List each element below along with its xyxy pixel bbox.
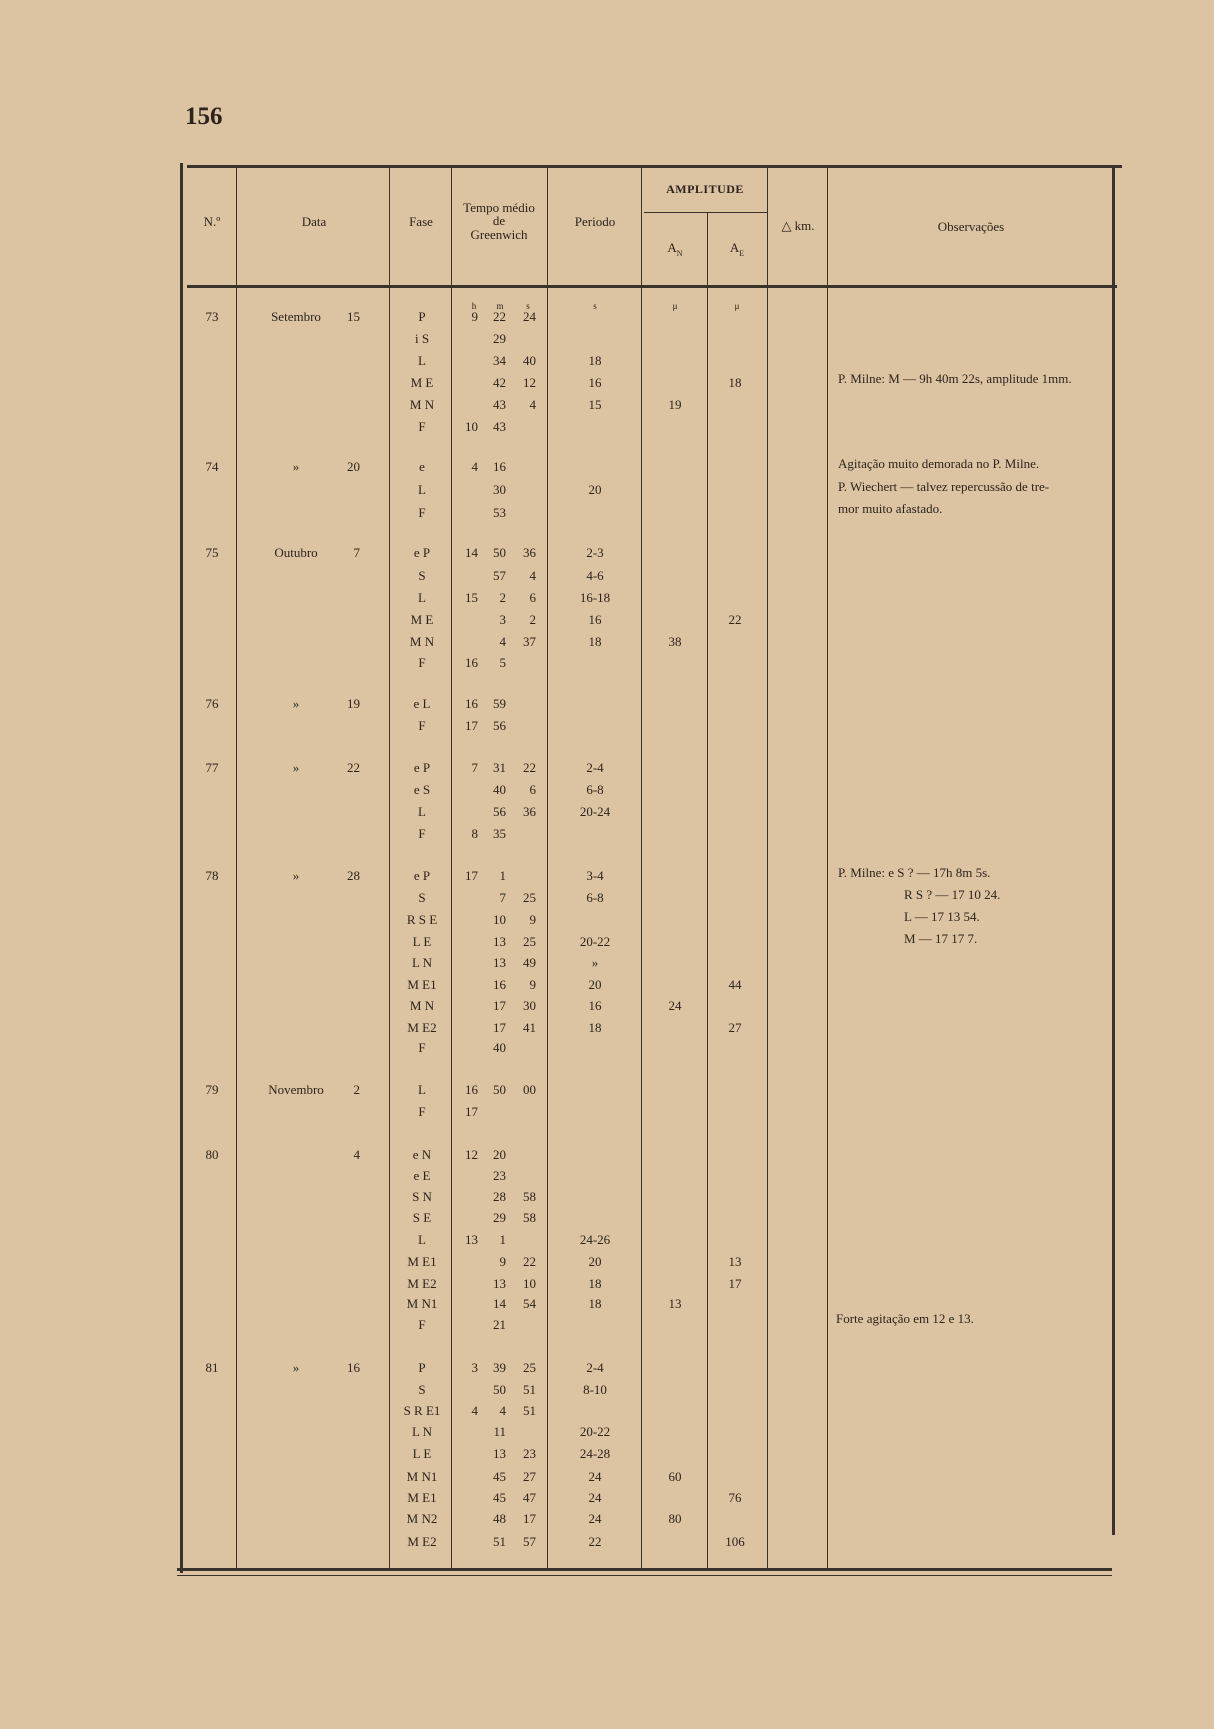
amplitude-divider xyxy=(644,212,768,213)
cell-fase: F xyxy=(418,826,426,841)
cell-per: 20 xyxy=(588,977,602,992)
cell-fase: M E2 xyxy=(407,1276,437,1291)
cell-ae: 27 xyxy=(728,1020,742,1035)
cell-fase: e N xyxy=(412,1147,432,1162)
observation-line: R S ? — 17 10 24. xyxy=(904,887,1001,902)
cell-m: 56 xyxy=(493,804,506,819)
col-divider-no xyxy=(236,165,237,1570)
cell-month: Novembro xyxy=(268,1082,324,1097)
cell-no: 78 xyxy=(205,868,219,883)
cell-m: 53 xyxy=(493,505,506,520)
cell-h: 15 xyxy=(465,590,478,605)
cell-s: 57 xyxy=(523,1534,536,1549)
cell-an: 38 xyxy=(668,634,682,649)
cell-s: 25 xyxy=(523,890,536,905)
cell-m: 45 xyxy=(493,1490,506,1505)
observation-line: mor muito afastado. xyxy=(838,501,943,516)
cell-fase: e P xyxy=(413,868,431,883)
header-an-letter: A xyxy=(667,240,677,255)
cell-ae: 17 xyxy=(728,1276,742,1291)
cell-s: 4 xyxy=(529,568,536,583)
cell-fase: F xyxy=(418,655,426,670)
cell-m: 50 xyxy=(493,1382,506,1397)
cell-fase: M N xyxy=(409,998,435,1013)
col-divider-periodo xyxy=(641,165,642,1570)
cell-per: 20 xyxy=(588,1254,602,1269)
cell-fase: F xyxy=(418,1104,426,1119)
cell-per: 3-4 xyxy=(586,868,604,883)
cell-no: 73 xyxy=(205,309,219,324)
cell-per: 18 xyxy=(588,1020,602,1035)
cell-m: 48 xyxy=(493,1511,506,1526)
cell-per: 24-26 xyxy=(579,1232,611,1247)
cell-per: » xyxy=(591,955,599,970)
cell-s: 47 xyxy=(523,1490,536,1505)
cell-s: 12 xyxy=(523,375,536,390)
cell-fase: M N xyxy=(409,397,435,412)
header-an xyxy=(660,240,690,256)
cell-h: 14 xyxy=(465,545,478,560)
cell-fase: S xyxy=(418,890,426,905)
cell-m: 5 xyxy=(499,655,506,670)
observation-line: P. Milne: e S ? — 17h 8m 5s. xyxy=(838,865,991,880)
cell-s: 36 xyxy=(523,545,536,560)
header-periodo: Periodo xyxy=(574,214,616,229)
cell-m: 51 xyxy=(493,1534,506,1549)
cell-fase: L N xyxy=(411,955,433,970)
table-top-border xyxy=(187,165,1122,168)
cell-s: 25 xyxy=(523,1360,536,1375)
cell-s: 51 xyxy=(523,1382,536,1397)
cell-h: 8 xyxy=(471,826,478,841)
cell-m: 39 xyxy=(493,1360,506,1375)
header-ae-sub: E xyxy=(739,249,745,258)
cell-no: 79 xyxy=(205,1082,219,1097)
cell-an: 60 xyxy=(668,1469,682,1484)
cell-m: 2 xyxy=(499,590,506,605)
cell-s: 25 xyxy=(523,934,536,949)
cell-fase: F xyxy=(418,1040,426,1055)
cell-month: » xyxy=(292,1360,300,1375)
cell-m: 14 xyxy=(493,1296,506,1311)
cell-s: 30 xyxy=(523,998,536,1013)
cell-no: 74 xyxy=(205,459,219,474)
cell-m: 16 xyxy=(493,977,506,992)
cell-s: 2 xyxy=(529,612,536,627)
cell-ae: 44 xyxy=(728,977,742,992)
cell-per: 18 xyxy=(588,634,602,649)
cell-m: 42 xyxy=(493,375,506,390)
cell-per: 24 xyxy=(588,1511,602,1526)
header-ae-letter: A xyxy=(729,240,740,255)
col-divider-ae xyxy=(767,165,768,1570)
cell-per: 18 xyxy=(588,1296,602,1311)
cell-per: 16 xyxy=(588,612,602,627)
cell-day: 7 xyxy=(353,545,360,560)
cell-s: 58 xyxy=(523,1210,536,1225)
header-data: Data xyxy=(301,214,327,229)
cell-fase: R S E xyxy=(406,912,438,927)
header-ae xyxy=(722,240,752,256)
cell-fase: e P xyxy=(413,545,431,560)
cell-m: 9 xyxy=(499,1254,506,1269)
cell-per: 2-4 xyxy=(586,1360,604,1375)
cell-m: 29 xyxy=(493,1210,506,1225)
cell-m: 4 xyxy=(499,1403,506,1418)
cell-no: 76 xyxy=(205,696,219,711)
header-km: △ km. xyxy=(781,218,815,233)
cell-m: 30 xyxy=(493,482,506,497)
unit-period-s: s xyxy=(593,301,597,311)
cell-s: 9 xyxy=(529,977,536,992)
cell-no: 80 xyxy=(205,1147,219,1162)
cell-month: » xyxy=(292,696,300,711)
cell-per: 20-24 xyxy=(579,804,611,819)
cell-fase: M N xyxy=(409,634,435,649)
cell-fase: M E2 xyxy=(407,1534,437,1549)
cell-fase: M E2 xyxy=(407,1020,437,1035)
cell-month: Outubro xyxy=(274,545,318,560)
cell-h: 10 xyxy=(465,419,478,434)
cell-per: 24-28 xyxy=(579,1446,611,1461)
cell-m: 7 xyxy=(499,890,506,905)
col-divider-tempo xyxy=(547,165,548,1570)
cell-ae: 18 xyxy=(728,375,742,390)
table-bottom-border xyxy=(177,1568,1112,1571)
cell-s: 24 xyxy=(523,309,536,324)
cell-s: 17 xyxy=(523,1511,536,1526)
cell-fase: i S xyxy=(414,331,430,346)
cell-fase: F xyxy=(418,718,426,733)
cell-per: 16 xyxy=(588,375,602,390)
cell-m: 23 xyxy=(493,1168,506,1183)
cell-ae: 106 xyxy=(725,1534,745,1549)
cell-h: 17 xyxy=(465,868,478,883)
cell-m: 45 xyxy=(493,1469,506,1484)
observation-line: Forte agitação em 12 e 13. xyxy=(836,1311,974,1326)
cell-m: 10 xyxy=(493,912,506,927)
cell-h: 17 xyxy=(465,718,478,733)
cell-s: 9 xyxy=(529,912,536,927)
header-observacoes: Observações xyxy=(937,219,1005,234)
header-amplitude: AMPLITUDE xyxy=(666,182,744,196)
cell-day: 19 xyxy=(347,696,360,711)
header-an-sub: N xyxy=(676,249,683,258)
cell-s: 37 xyxy=(523,634,536,649)
cell-m: 13 xyxy=(493,1446,506,1461)
cell-m: 56 xyxy=(493,718,506,733)
cell-per: 24 xyxy=(588,1490,602,1505)
cell-m: 59 xyxy=(493,696,506,711)
cell-m: 31 xyxy=(493,760,506,775)
col-divider-data xyxy=(389,165,390,1570)
cell-day: 4 xyxy=(353,1147,360,1162)
cell-s: 6 xyxy=(529,782,536,797)
cell-per: 22 xyxy=(588,1534,602,1549)
cell-fase: S xyxy=(418,1382,426,1397)
header-no: N.º xyxy=(203,214,221,229)
cell-per: 16-18 xyxy=(579,590,611,605)
cell-per: 20 xyxy=(588,482,602,497)
cell-s: 51 xyxy=(523,1403,536,1418)
cell-fase: M N2 xyxy=(406,1511,438,1526)
cell-per: 8-10 xyxy=(583,1382,607,1397)
cell-m: 40 xyxy=(493,782,506,797)
cell-fase: M N1 xyxy=(406,1296,438,1311)
cell-fase: F xyxy=(418,1317,426,1332)
cell-m: 1 xyxy=(499,868,506,883)
cell-no: 75 xyxy=(205,545,219,560)
cell-h: 3 xyxy=(471,1360,478,1375)
cell-an: 19 xyxy=(668,397,682,412)
col-divider-an xyxy=(707,212,708,1570)
cell-s: 22 xyxy=(523,760,536,775)
cell-ae: 22 xyxy=(728,612,742,627)
header-tempo-line3: Greenwich xyxy=(470,227,528,242)
cell-fase: L xyxy=(418,590,426,605)
cell-fase: S E xyxy=(412,1210,432,1225)
cell-per: 15 xyxy=(588,397,602,412)
cell-s: 10 xyxy=(523,1276,536,1291)
unit-mu-e: μ xyxy=(734,301,740,311)
table-right-border xyxy=(1112,165,1115,1535)
cell-ae: 13 xyxy=(728,1254,742,1269)
unit-h: h xyxy=(471,301,477,311)
cell-m: 28 xyxy=(493,1189,506,1204)
header-tempo-line1: Tempo médio xyxy=(463,200,535,215)
cell-per: 20-22 xyxy=(579,1424,611,1439)
cell-fase: e P xyxy=(413,760,431,775)
cell-s: 22 xyxy=(523,1254,536,1269)
cell-m: 34 xyxy=(493,353,506,368)
cell-m: 40 xyxy=(493,1040,506,1055)
observation-line: L — 17 13 54. xyxy=(904,909,980,924)
cell-m: 50 xyxy=(493,1082,506,1097)
cell-fase: e S xyxy=(413,782,431,797)
cell-fase: S N xyxy=(412,1189,432,1204)
cell-m: 4 xyxy=(499,634,506,649)
cell-m: 17 xyxy=(493,998,506,1013)
cell-fase: M N1 xyxy=(406,1469,438,1484)
unit-s: s xyxy=(526,301,530,311)
cell-per: 18 xyxy=(588,1276,602,1291)
cell-month: » xyxy=(292,459,300,474)
cell-m: 57 xyxy=(493,568,506,583)
cell-fase: L xyxy=(418,1232,426,1247)
cell-fase: M E1 xyxy=(407,1490,437,1505)
cell-day: 22 xyxy=(347,760,360,775)
cell-m: 13 xyxy=(493,955,506,970)
cell-day: 15 xyxy=(347,309,360,324)
table-header-divider xyxy=(187,285,1117,288)
cell-per: 2-3 xyxy=(586,545,604,560)
cell-s: 54 xyxy=(523,1296,536,1311)
cell-fase: S xyxy=(418,568,426,583)
cell-m: 11 xyxy=(493,1424,506,1439)
cell-month: » xyxy=(292,868,300,883)
cell-fase: P xyxy=(418,1360,426,1375)
cell-per: 6-8 xyxy=(586,782,604,797)
cell-an: 80 xyxy=(668,1511,682,1526)
cell-m: 3 xyxy=(499,612,506,627)
cell-fase: L xyxy=(418,482,426,497)
cell-fase: e E xyxy=(413,1168,431,1183)
header-tempo-line2: de xyxy=(492,213,506,228)
observation-line: P. Milne: M — 9h 40m 22s, amplitude 1mm. xyxy=(838,371,1072,386)
cell-an: 24 xyxy=(668,998,682,1013)
cell-fase: L E xyxy=(412,1446,432,1461)
cell-m: 35 xyxy=(493,826,506,841)
cell-fase: e L xyxy=(413,696,431,711)
cell-fase: L N xyxy=(411,1424,433,1439)
cell-month: Setembro xyxy=(271,309,321,324)
cell-m: 22 xyxy=(493,309,506,324)
cell-h: 4 xyxy=(471,1403,478,1418)
cell-h: 16 xyxy=(465,1082,478,1097)
cell-fase: M E xyxy=(410,612,434,627)
cell-h: 4 xyxy=(471,459,478,474)
unit-m: m xyxy=(496,301,504,311)
cell-no: 77 xyxy=(205,760,219,775)
cell-h: 17 xyxy=(465,1104,478,1119)
cell-m: 43 xyxy=(493,419,506,434)
page-number: 156 xyxy=(185,103,223,130)
cell-per: 4-6 xyxy=(586,568,604,583)
cell-s: 58 xyxy=(523,1189,536,1204)
cell-fase: M E xyxy=(410,375,434,390)
cell-fase: F xyxy=(418,505,426,520)
cell-fase: M E1 xyxy=(407,1254,437,1269)
cell-fase: L xyxy=(418,353,426,368)
cell-fase: P xyxy=(418,309,426,324)
col-divider-km xyxy=(827,165,828,1570)
cell-m: 20 xyxy=(493,1147,506,1162)
cell-s: 41 xyxy=(523,1020,536,1035)
cell-fase: L E xyxy=(412,934,432,949)
observation-line: M — 17 17 7. xyxy=(904,931,978,946)
cell-per: 2-4 xyxy=(586,760,604,775)
cell-day: 16 xyxy=(347,1360,360,1375)
header-fase: Fase xyxy=(409,214,433,229)
cell-day: 20 xyxy=(347,459,360,474)
cell-m: 1 xyxy=(499,1232,506,1247)
cell-s: 40 xyxy=(523,353,536,368)
cell-per: 24 xyxy=(588,1469,602,1484)
cell-m: 13 xyxy=(493,934,506,949)
cell-h: 16 xyxy=(465,696,478,711)
cell-fase: e xyxy=(419,459,425,474)
unit-mu-n: μ xyxy=(672,301,678,311)
table-bottom-border-2 xyxy=(177,1575,1112,1576)
cell-m: 50 xyxy=(493,545,506,560)
cell-day: 28 xyxy=(347,868,360,883)
cell-m: 16 xyxy=(493,459,506,474)
cell-s: 23 xyxy=(523,1446,536,1461)
cell-an: 13 xyxy=(668,1296,682,1311)
cell-m: 21 xyxy=(493,1317,506,1332)
cell-h: 16 xyxy=(465,655,478,670)
cell-fase: S R E1 xyxy=(403,1403,441,1418)
col-divider-fase xyxy=(451,165,452,1570)
cell-fase: F xyxy=(418,419,426,434)
cell-s: 27 xyxy=(523,1469,536,1484)
cell-ae: 76 xyxy=(728,1490,742,1505)
cell-s: 49 xyxy=(523,955,536,970)
table-left-border xyxy=(180,163,183,1573)
cell-per: 20-22 xyxy=(579,934,611,949)
cell-fase: L xyxy=(418,804,426,819)
cell-m: 13 xyxy=(493,1276,506,1291)
cell-s: 36 xyxy=(523,804,536,819)
cell-s: 4 xyxy=(529,397,536,412)
cell-m: 17 xyxy=(493,1020,506,1035)
cell-fase: L xyxy=(418,1082,426,1097)
cell-h: 13 xyxy=(465,1232,478,1247)
cell-fase: M E1 xyxy=(407,977,437,992)
cell-month: » xyxy=(292,760,300,775)
cell-no: 81 xyxy=(205,1360,219,1375)
cell-per: 6-8 xyxy=(586,890,604,905)
cell-h: 12 xyxy=(465,1147,478,1162)
cell-per: 16 xyxy=(588,998,602,1013)
cell-s: 6 xyxy=(529,590,536,605)
cell-h: 9 xyxy=(471,309,478,324)
cell-m: 43 xyxy=(493,397,506,412)
observation-line: Agitação muito demorada no P. Milne. xyxy=(838,456,1040,471)
cell-per: 18 xyxy=(588,353,602,368)
cell-s: 00 xyxy=(523,1082,536,1097)
cell-h: 7 xyxy=(471,760,478,775)
observation-line: P. Wiechert — talvez repercussão de tre- xyxy=(838,479,1050,494)
cell-day: 2 xyxy=(353,1082,360,1097)
cell-m: 29 xyxy=(493,331,506,346)
